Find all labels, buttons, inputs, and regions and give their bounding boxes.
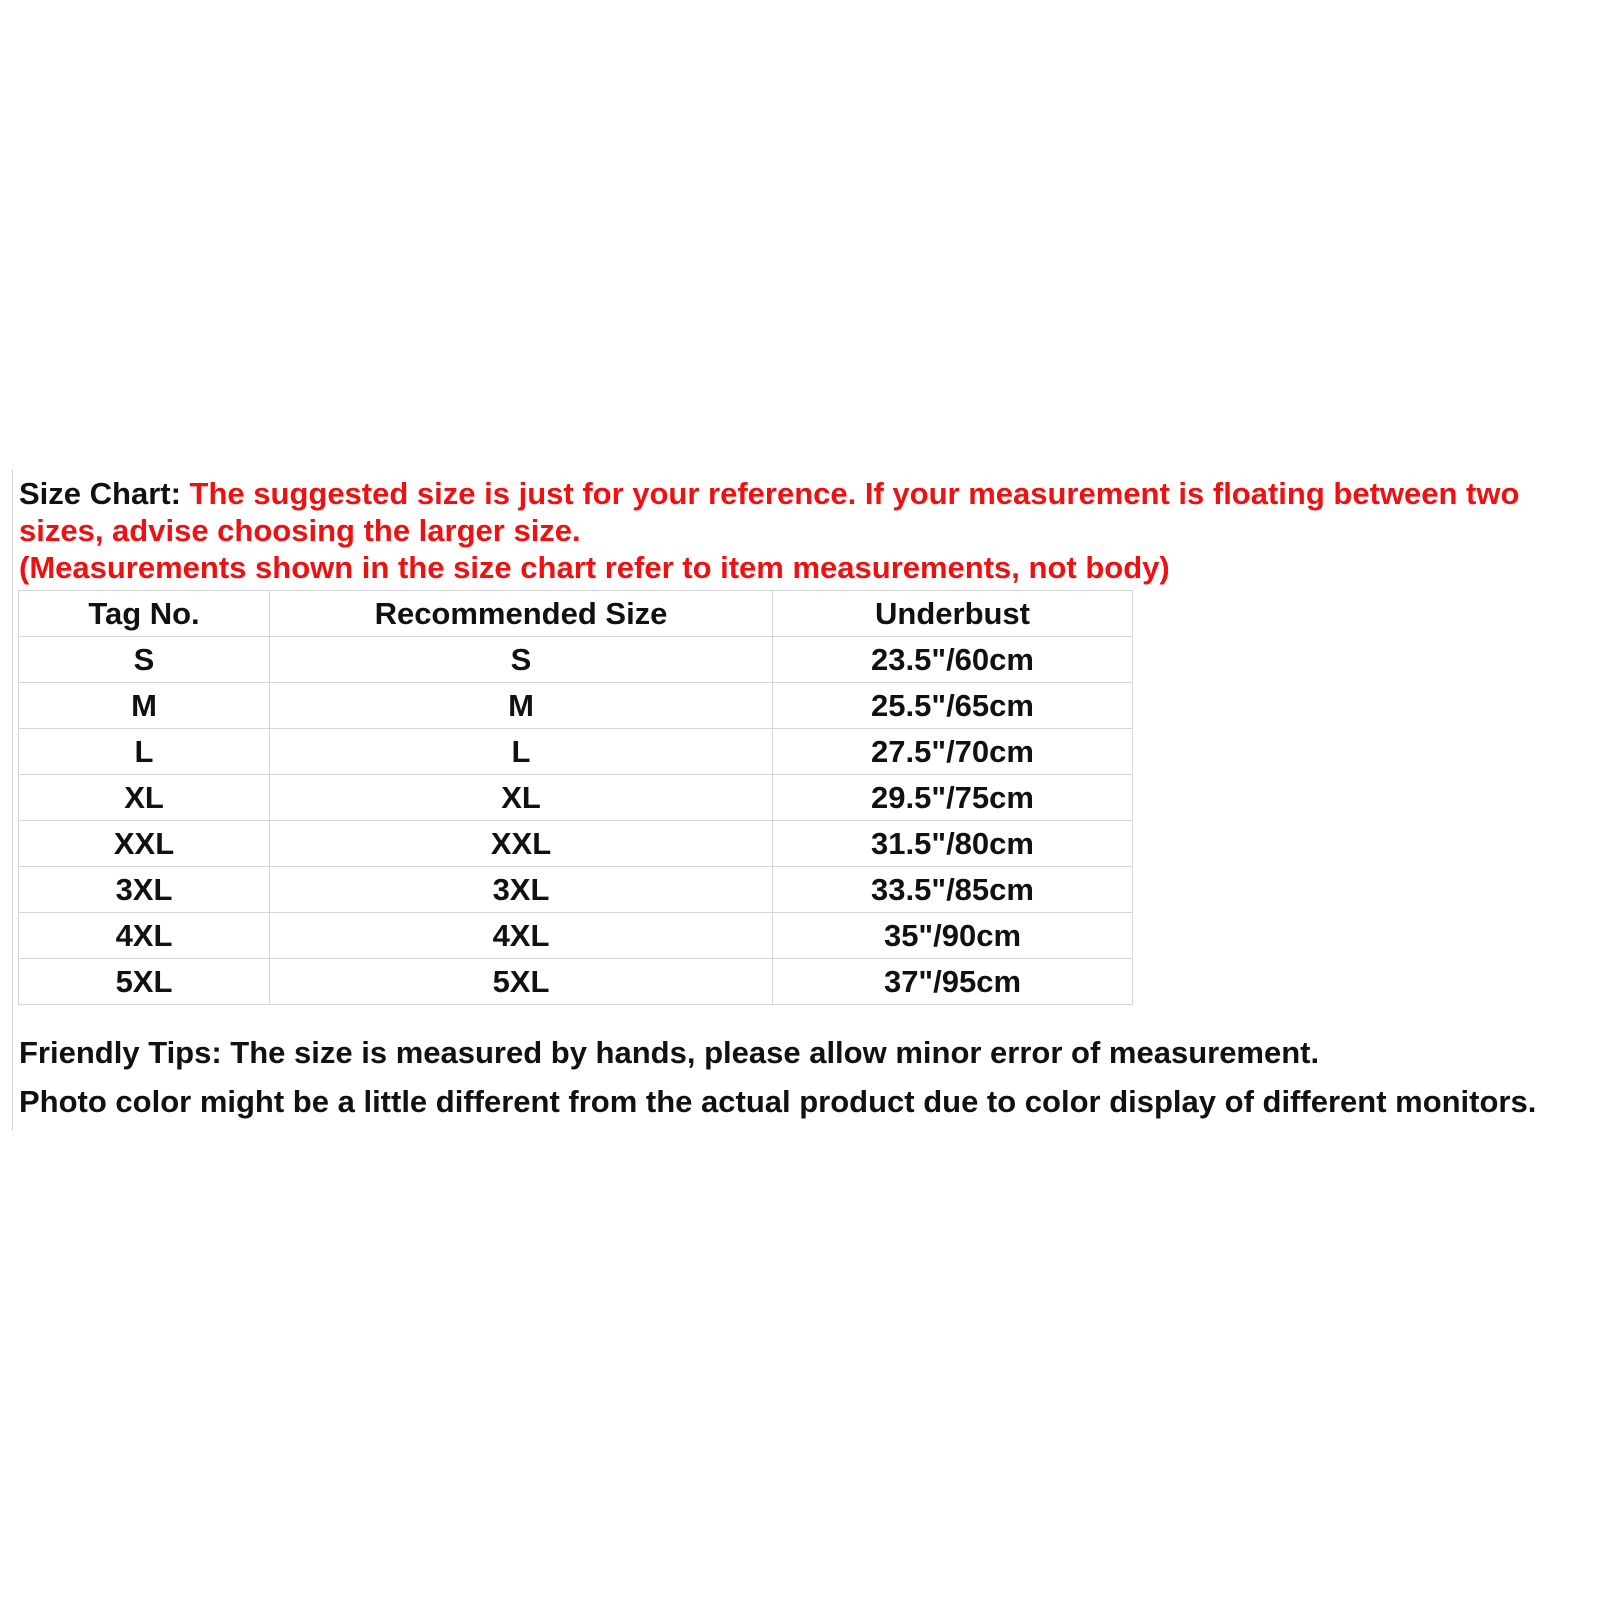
underbust-cell: 31.5"/80cm [773, 821, 1133, 867]
left-divider [12, 470, 13, 1130]
column-header-tag-no: Tag No. [19, 591, 270, 637]
underbust-cell: 29.5"/75cm [773, 775, 1133, 821]
recommended-size-cell: S [270, 637, 773, 683]
friendly-tips [19, 1028, 1594, 1126]
size-advice-note: The suggested size is just for your reference. If your measurement is floating between two sizes, advise choosing the larger size. [19, 476, 1520, 548]
tag-no-cell: 5XL [19, 959, 270, 1005]
tag-no-cell: L [19, 729, 270, 775]
underbust-cell: 35"/90cm [773, 913, 1133, 959]
size-chart-header [19, 475, 1589, 586]
column-header-underbust: Underbust [773, 591, 1133, 637]
recommended-size-cell: XXL [270, 821, 773, 867]
tag-no-cell: XXL [19, 821, 270, 867]
table-row [19, 729, 1133, 775]
tips-line-measurement: Friendly Tips: The size is measured by hands, please allow minor error of measurement. [19, 1035, 1320, 1070]
table-row [19, 913, 1133, 959]
table-row [19, 821, 1133, 867]
tag-no-cell: S [19, 637, 270, 683]
underbust-cell: 25.5"/65cm [773, 683, 1133, 729]
table-row [19, 637, 1133, 683]
tag-no-cell: 4XL [19, 913, 270, 959]
recommended-size-cell: M [270, 683, 773, 729]
tips-line-photo-color: Photo color might be a little different from the actual product due to color display of different monitors. [19, 1084, 1537, 1119]
recommended-size-cell: 5XL [270, 959, 773, 1005]
table-row [19, 683, 1133, 729]
size-table [18, 590, 1133, 1005]
underbust-cell: 37"/95cm [773, 959, 1133, 1005]
underbust-cell: 33.5"/85cm [773, 867, 1133, 913]
table-row [19, 867, 1133, 913]
recommended-size-cell: L [270, 729, 773, 775]
table-row [19, 775, 1133, 821]
table-header-row [19, 591, 1133, 637]
recommended-size-cell: 4XL [270, 913, 773, 959]
tag-no-cell: M [19, 683, 270, 729]
table-row [19, 959, 1133, 1005]
column-header-recommended-size: Recommended Size [270, 591, 773, 637]
size-chart-label: Size Chart: [19, 476, 181, 511]
recommended-size-cell: 3XL [270, 867, 773, 913]
recommended-size-cell: XL [270, 775, 773, 821]
underbust-cell: 23.5"/60cm [773, 637, 1133, 683]
underbust-cell: 27.5"/70cm [773, 729, 1133, 775]
measurement-note: (Measurements shown in the size chart refer to item measurements, not body) [19, 550, 1170, 585]
tag-no-cell: 3XL [19, 867, 270, 913]
tag-no-cell: XL [19, 775, 270, 821]
